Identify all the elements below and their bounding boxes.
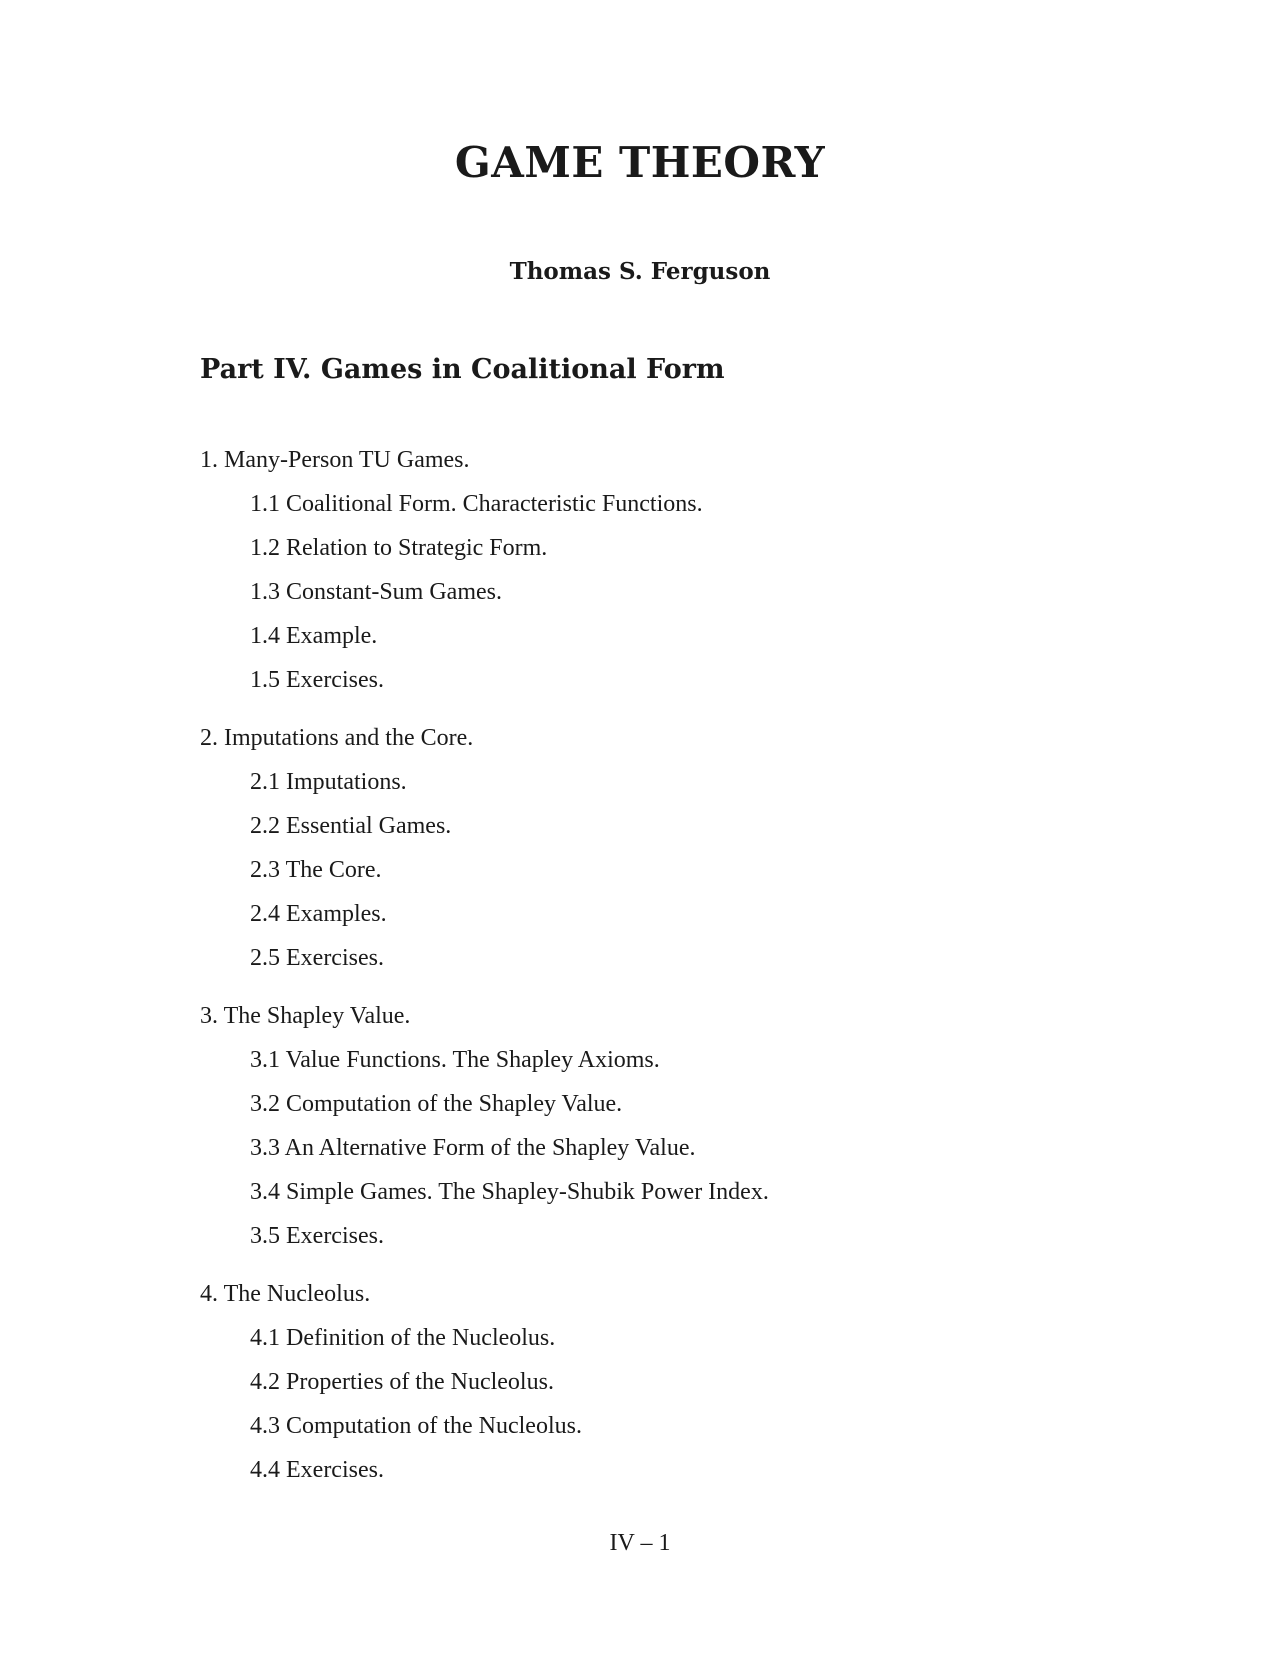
part-heading: Part IV. Games in Coalitional Form (200, 354, 725, 385)
page-title: GAME THEORY (454, 138, 826, 187)
subsection-item: 1.3 Constant-Sum Games. (250, 579, 502, 605)
subsection-item: 4.2 Properties of the Nucleolus. (250, 1369, 554, 1395)
subsection-item: 3.2 Computation of the Shapley Value. (250, 1091, 623, 1117)
subsection-item: 2.4 Examples. (250, 901, 387, 927)
author-name: Thomas S. Ferguson (509, 258, 771, 285)
section-title: 1. Many-Person TU Games. (200, 447, 470, 473)
subsection-item: 1.2 Relation to Strategic Form. (250, 535, 548, 561)
subsection-item: 2.1 Imputations. (250, 769, 407, 795)
toc-section (200, 1280, 1100, 1500)
subsection-item: 2.5 Exercises. (250, 945, 384, 971)
subsection-item: 2.2 Essential Games. (250, 813, 452, 839)
subsection-item: 1.4 Example. (250, 623, 378, 649)
page-number: IV – 1 (609, 1530, 671, 1556)
subsection-item: 3.4 Simple Games. The Shapley-Shubik Power Index. (250, 1179, 769, 1205)
subsection-item: 4.3 Computation of the Nucleolus. (250, 1413, 582, 1439)
subsection-item: 2.3 The Core. (250, 857, 382, 883)
subsection-item: 3.3 An Alternative Form of the Shapley Value. (250, 1135, 696, 1161)
subsection-item: 1.5 Exercises. (250, 667, 384, 693)
toc-section (200, 724, 1100, 988)
subsection-item: 3.1 Value Functions. The Shapley Axioms. (250, 1047, 660, 1073)
subsection-item: 1.1 Coalitional Form. Characteristic Functions. (250, 491, 703, 517)
subsection-item: 4.4 Exercises. (250, 1457, 384, 1483)
subsection-item: 4.1 Definition of the Nucleolus. (250, 1325, 556, 1351)
subsection-item: 3.5 Exercises. (250, 1223, 384, 1249)
table-of-contents (200, 446, 1100, 1514)
section-title: 2. Imputations and the Core. (200, 725, 474, 751)
toc-section (200, 446, 1100, 710)
toc-section (200, 1002, 1100, 1266)
section-title: 4. The Nucleolus. (200, 1281, 371, 1307)
section-title: 3. The Shapley Value. (200, 1003, 411, 1029)
